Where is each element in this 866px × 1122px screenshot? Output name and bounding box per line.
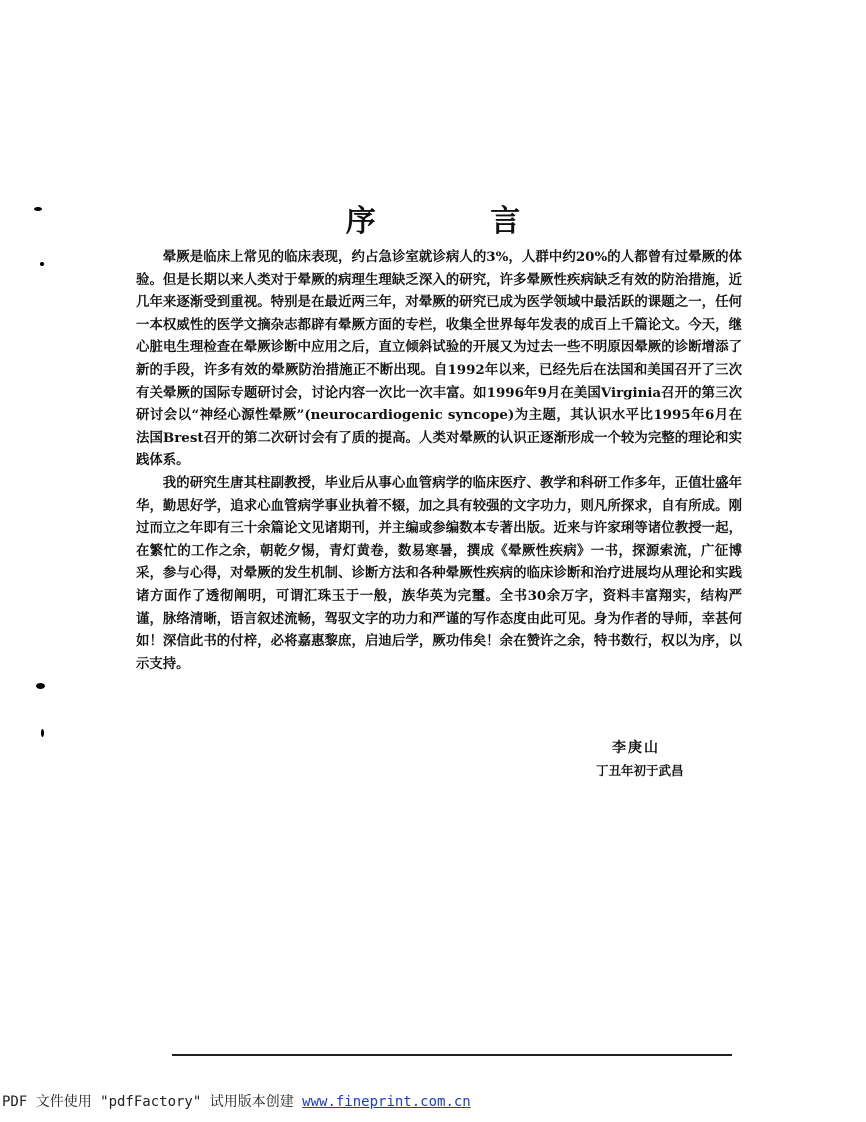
preface-body [136,246,742,675]
footer-link[interactable]: www.fineprint.com.cn [302,1094,471,1110]
footer-text: PDF 文件使用 "pdfFactory" 试用版本创建 [2,1094,303,1110]
scan-speck [41,729,44,737]
scan-speck [40,262,44,266]
paragraph: 我的研究生唐其柱副教授，毕业后从事心血管病学的临床医疗、教学和科研工作多年，正值壮盛年华，勤思好学，追求心血管病学事业执着不辍，加之具有较强的文字功力，则凡所探求，自有所成。刚过而立之年即有三十余篇论文见诸期刊，并主编或参编数本专著出版。近来与许家琍等诸位教授一起，在繁忙的工作之余，朝乾夕惕，青灯黄卷，数易寒暑，撰成《晕厥性疾病》一书，探源索流，广征博采，参与心得，对晕厥的发生机制、诊断方法和各种晕厥性疾病的临床诊断和治疗进展均从理论和实践诸方面作了透彻阐明，可谓汇珠玉于一般，族华英为完璽。全书30余万字，资料丰富翔实，结构严谨，脉络清晰，语言叙述流畅，驾驭文字的功力和严谨的写作态度由此可见。身为作者的导师，幸甚何如！深信此书的付梓，必将嘉惠黎庶，启迪后学，厥功伟矣！余在赞许之余，特书数行，权以为序，以示支持。 [136,474,742,672]
scan-speck [34,207,42,211]
page-title: 序 言 [345,204,573,239]
bottom-divider [172,1054,732,1056]
pdf-footer [2,1091,471,1111]
scan-speck [36,683,45,689]
signature-date: 丁丑年初于武昌 [596,763,684,778]
signature-name: 李庚山 [612,740,660,756]
paragraph: 晕厥是临床上常见的临床表现，约占急诊室就诊病人的3%，人群中约20%的人都曾有过晕厥的体验。但是长期以来人类对于晕厥的病理生理缺乏深入的研究，许多晕厥性疾病缺乏有效的防治措施，近几年来逐渐受到重视。特别是在最近两三年，对晕厥的研究已成为医学领域中最活跃的课题之一，任何一本权威性的医学文摘杂志都辟有晕厥方面的专栏，收集全世界每年发表的成百上千篇论文。今天，继心脏电生理检查在晕厥诊断中应用之后，直立倾斜试验的开展又为过去一些不明原因晕厥的诊断增添了新的手段，许多有效的晕厥防治措施正不断出现。自1992年以来，已经先后在法国和美国召开了三次有关晕厥的国际专题研讨会，讨论内容一次比一次丰富。如1996年9月在美国Virginia召开的第三次研讨会以“神经心源性晕厥”(neurocardiogenic syncope)为主题，其认识水平比1995年6月在法国Brest召开的第二次研讨会有了质的提高。人类对晕厥的认识正逐渐形成一个较为完整的理论和实践体系。 [136,249,743,469]
